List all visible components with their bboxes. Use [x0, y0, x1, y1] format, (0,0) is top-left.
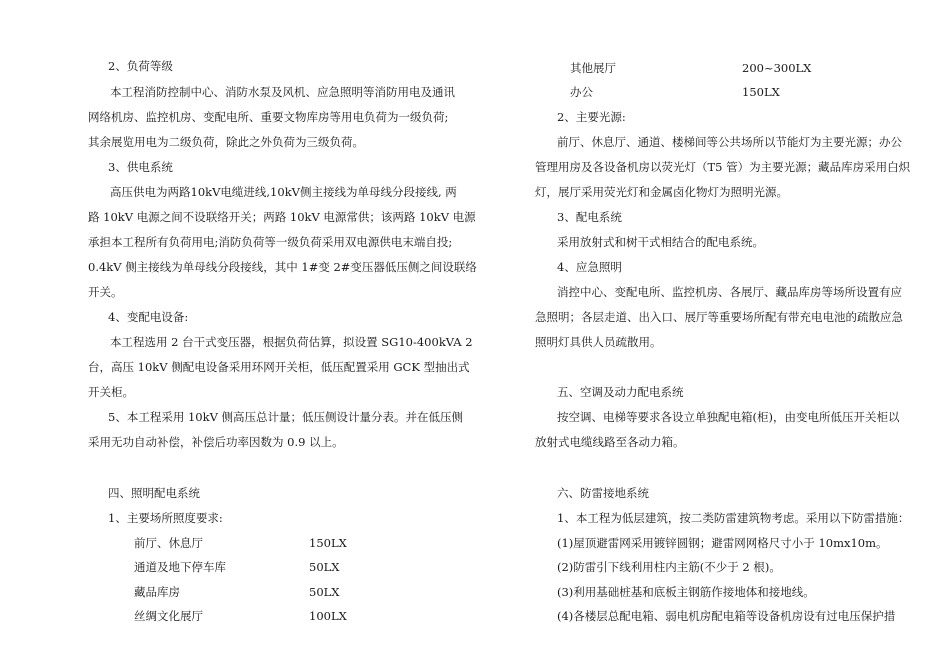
illuminance-row-value: 150LX [742, 85, 780, 99]
load-level-heading: 2、负荷等级 [108, 59, 173, 73]
light-source-heading: 2、主要光源: [557, 110, 626, 124]
illuminance-row-name: 办公 [570, 85, 593, 99]
paragraph-line: 管理用房及各设备机房以荧光灯（T5 管）为主要光源；藏品库房采用白炽 [535, 160, 911, 174]
illuminance-row-value: 200~300LX [742, 61, 812, 75]
paragraph-line: 照明灯具供人员疏散用。 [535, 335, 662, 349]
paragraph-line: 1、本工程为低层建筑，按二类防雷建筑物考虑。采用以下防雷措施： [557, 511, 910, 525]
paragraph-line: 采用放射式和树干式相结合的配电系统。 [557, 235, 764, 249]
power-supply-heading: 3、供电系统 [108, 160, 173, 174]
illuminance-subheading: 1、主要场所照度要求: [108, 511, 223, 525]
paragraph-line: (1)屋顶避雷网采用镀锌圆钢；避雷网网格尺寸小于 10mx10m。 [557, 536, 888, 550]
paragraph-line: (4)各楼层总配电箱、弱电机房配电箱等设备机房设有过电压保护措 [557, 609, 896, 623]
paragraph-line: 采用无功自动补偿，补偿后功率因数为 0.9 以上。 [88, 435, 344, 449]
paragraph-line: (3)利用基础桩基和底板主钢筋作接地体和接地线。 [557, 585, 815, 599]
section-five-heading: 五、空调及动力配电系统 [557, 385, 684, 399]
paragraph-line: 承担本工程所有负荷用电;消防负荷等一级负荷采用双电源供电末端自投; [88, 235, 453, 249]
illuminance-row-name: 丝绸文化展厅 [134, 609, 203, 623]
paragraph-line: 前厅、休息厅、通道、楼梯间等公共场所以节能灯为主要光源；办公 [557, 135, 902, 149]
substation-heading: 4、变配电设备: [108, 310, 189, 324]
illuminance-row-value: 100LX [309, 609, 347, 623]
paragraph-line: 灯，展厅采用荧光灯和金属卤化物灯为照明光源。 [535, 185, 788, 199]
paragraph-line: 按空调、电梯等要求各设立单独配电箱(柜)，由变电所低压开关柜以 [557, 410, 900, 424]
illuminance-row-name: 藏品库房 [134, 585, 180, 599]
paragraph-line: 本工程消防控制中心、消防水泵及风机、应急照明等消防用电及通讯 [110, 85, 455, 99]
section-six-heading: 六、防雷接地系统 [557, 486, 649, 500]
paragraph-line: (2)防雷引下线利用柱内主筋(不少于 2 根)。 [557, 560, 781, 574]
paragraph-line: 台，高压 10kV 侧配电设备采用环网开关柜，低压配置采用 GCK 型抽出式 [88, 360, 470, 374]
illuminance-row-name: 通道及地下停车库 [134, 560, 226, 574]
left-column [88, 0, 488, 672]
illuminance-row-name: 前厅、休息厅 [134, 536, 203, 550]
paragraph-line: 消控中心、变配电所、监控机房、各展厅、藏品库房等场所设置有应 [557, 285, 902, 299]
paragraph-line: 开关。 [88, 285, 123, 299]
right-column [535, 0, 950, 672]
illuminance-row-value: 50LX [309, 585, 340, 599]
paragraph-line: 网络机房、监控机房、变配电所、重要文物库房等用电负荷为一级负荷; [88, 110, 449, 124]
illuminance-row-value: 150LX [309, 536, 347, 550]
distribution-heading: 3、配电系统 [557, 210, 622, 224]
illuminance-row-name: 其他展厅 [570, 61, 616, 75]
paragraph-line: 路 10kV 电源之间不设联络开关；两路 10kV 电源常供；该两路 10kV 电源 [88, 210, 476, 224]
illuminance-row-value: 50LX [309, 560, 340, 574]
paragraph-line: 高压供电为两路10kV电缆进线,10kV侧主接线为单母线分段接线, 两 [110, 185, 457, 199]
paragraph-line: 本工程选用 2 台干式变压器，根据负荷估算，拟设置 SG10-400kVA 2 [110, 335, 473, 349]
paragraph-line: 0.4kV 侧主接线为单母线分段接线，其中 1#变 2#变压器低压侧之间设联络 [88, 260, 477, 274]
paragraph-line: 5、本工程采用 10kV 侧高压总计量；低压侧设计量分表。并在低压侧 [108, 410, 464, 424]
paragraph-line: 其余展览用电为二级负荷，除此之外负荷为三级负荷。 [88, 135, 364, 149]
paragraph-line: 开关柜。 [88, 385, 134, 399]
emergency-heading: 4、应急照明 [557, 260, 622, 274]
paragraph-line: 急照明；各层走道、出入口、展厅等重要场所配有带充电电池的疏散应急 [535, 310, 903, 324]
section-four-heading: 四、照明配电系统 [108, 486, 200, 500]
paragraph-line: 放射式电缆线路至各动力箱。 [535, 435, 685, 449]
